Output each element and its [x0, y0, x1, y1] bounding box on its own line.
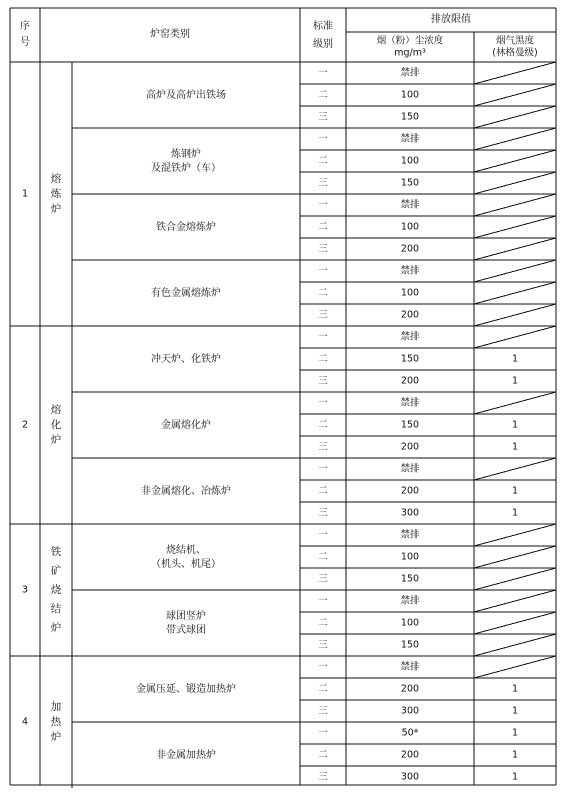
- level-cell: 三: [318, 111, 328, 123]
- level-cell: 二: [318, 617, 328, 629]
- dust-limit-cell: 150: [400, 111, 420, 123]
- furnace-name: 金属压延、锻造加热炉: [136, 684, 236, 695]
- dust-limit-cell: 禁排: [400, 397, 420, 409]
- level-cell: 一: [318, 133, 328, 145]
- dust-limit-cell: 禁排: [400, 265, 420, 277]
- furnace-name: 铁合金熔炼炉: [156, 222, 216, 233]
- level-cell: 三: [318, 375, 328, 387]
- smoke-limit-cell: 1: [511, 375, 519, 387]
- level-cell: 二: [318, 749, 328, 761]
- group-name-char: 炼: [50, 188, 62, 200]
- not-applicable-slash: [474, 172, 556, 194]
- level-cell: 二: [318, 353, 328, 365]
- smoke-limit-cell: 1: [511, 441, 519, 453]
- header-dust-line-2: mg/m³: [394, 47, 426, 59]
- not-applicable-slash: [474, 568, 556, 590]
- level-cell: 一: [318, 661, 328, 673]
- smoke-limit-cell: 1: [511, 705, 519, 717]
- group-index: 3: [21, 584, 29, 596]
- dust-limit-cell: 100: [400, 221, 420, 233]
- level-cell: 二: [318, 485, 328, 497]
- not-applicable-slash: [474, 612, 556, 634]
- furnace-name: 冲天炉、化铁炉: [151, 354, 221, 365]
- dust-limit-cell: 200: [400, 485, 420, 497]
- not-applicable-slash: [474, 392, 556, 414]
- level-cell: 一: [318, 463, 328, 475]
- dust-limit-cell: 禁排: [400, 67, 420, 79]
- furnace-name: 炼钢炉: [171, 149, 201, 160]
- header-index-char-1: 序: [20, 21, 30, 32]
- dust-limit-cell: 禁排: [400, 595, 420, 607]
- smoke-limit-cell: 1: [511, 507, 519, 519]
- level-cell: 二: [318, 155, 328, 167]
- furnace-name: 金属熔化炉: [161, 420, 211, 431]
- group-name-char: 炉: [50, 622, 62, 634]
- not-applicable-slash: [474, 590, 556, 612]
- dust-limit-cell: 禁排: [400, 199, 420, 211]
- dust-limit-cell: 300: [400, 507, 420, 519]
- dust-limit-cell: 300: [400, 705, 420, 717]
- dust-limit-cell: 200: [400, 309, 420, 321]
- dust-limit-cell: 150: [400, 573, 420, 585]
- level-cell: 二: [318, 683, 328, 695]
- level-cell: 三: [318, 177, 328, 189]
- group-index: 2: [21, 419, 29, 431]
- not-applicable-slash: [474, 150, 556, 172]
- level-cell: 三: [318, 573, 328, 585]
- group-index: 4: [21, 716, 29, 728]
- furnace-name: 非金属加热炉: [156, 750, 216, 761]
- level-cell: 一: [318, 727, 328, 739]
- header-category: 炉窑类别: [150, 29, 190, 40]
- level-cell: 二: [318, 287, 328, 299]
- group-name-char: 炉: [50, 731, 62, 743]
- group-name-char: 炉: [50, 434, 62, 446]
- dust-limit-cell: 禁排: [400, 661, 420, 673]
- level-cell: 三: [318, 771, 328, 783]
- smoke-limit-cell: 1: [511, 771, 519, 783]
- not-applicable-slash: [474, 260, 556, 282]
- header-smoke-line-2: (林格曼级): [492, 47, 538, 59]
- level-cell: 一: [318, 397, 328, 409]
- level-cell: 一: [318, 67, 328, 79]
- level-cell: 三: [318, 639, 328, 651]
- level-cell: 二: [318, 221, 328, 233]
- dust-limit-cell: 200: [400, 683, 420, 695]
- dust-limit-cell: 150: [400, 177, 420, 189]
- smoke-limit-cell: 1: [511, 485, 519, 497]
- level-cell: 三: [318, 441, 328, 453]
- dust-limit-cell: 150: [400, 639, 420, 651]
- header-level-line-2: 级别: [313, 39, 333, 50]
- level-cell: 三: [318, 309, 328, 321]
- furnace-name: 及混铁炉（车）: [151, 163, 221, 174]
- level-cell: 二: [318, 419, 328, 431]
- level-cell: 一: [318, 265, 328, 277]
- not-applicable-slash: [474, 62, 556, 84]
- dust-limit-cell: 200: [400, 749, 420, 761]
- group-name-char: 铁: [50, 546, 62, 558]
- smoke-limit-cell: 1: [511, 727, 519, 739]
- dust-limit-cell: 100: [400, 155, 420, 167]
- group-name-char: 矿: [50, 565, 62, 577]
- smoke-limit-cell: 1: [511, 683, 519, 695]
- dust-limit-cell: 300: [400, 771, 420, 783]
- furnace-name: 高炉及高炉出铁场: [146, 90, 226, 101]
- dust-limit-cell: 100: [400, 89, 420, 101]
- not-applicable-slash: [474, 216, 556, 238]
- group-name-char: 化: [50, 419, 62, 431]
- dust-limit-cell: 100: [400, 617, 420, 629]
- header-index-char-2: 号: [20, 37, 30, 48]
- dust-limit-cell: 50*: [401, 727, 419, 739]
- group-index: 1: [21, 188, 29, 200]
- furnace-name: 有色金属熔炼炉: [151, 288, 221, 299]
- level-cell: 三: [318, 243, 328, 255]
- not-applicable-slash: [474, 282, 556, 304]
- dust-limit-cell: 200: [400, 375, 420, 387]
- level-cell: 二: [318, 551, 328, 563]
- header-dust-line-1: 烟（粉）尘浓度: [376, 35, 444, 47]
- group-name-char: 烧: [50, 584, 62, 596]
- header-level-line-1: 标准: [313, 21, 333, 32]
- dust-limit-cell: 150: [400, 419, 420, 431]
- not-applicable-slash: [474, 326, 556, 348]
- dust-limit-cell: 200: [400, 441, 420, 453]
- not-applicable-slash: [474, 84, 556, 106]
- smoke-limit-cell: 1: [511, 419, 519, 431]
- furnace-name: 非金属熔化、冶炼炉: [141, 486, 231, 497]
- level-cell: 三: [318, 705, 328, 717]
- not-applicable-slash: [474, 656, 556, 678]
- header-limits-title: 排放限值: [431, 14, 471, 25]
- not-applicable-slash: [474, 458, 556, 480]
- level-cell: 一: [318, 331, 328, 343]
- not-applicable-slash: [474, 128, 556, 150]
- not-applicable-slash: [474, 106, 556, 128]
- group-name-char: 熔: [50, 404, 62, 416]
- smoke-limit-cell: 1: [511, 353, 519, 365]
- level-cell: 一: [318, 595, 328, 607]
- dust-limit-cell: 200: [400, 243, 420, 255]
- group-name-char: 热: [50, 716, 62, 728]
- level-cell: 三: [318, 507, 328, 519]
- furnace-name: 球团竖炉: [166, 611, 206, 622]
- furnace-name: （机头、机尾）: [151, 559, 221, 570]
- not-applicable-slash: [474, 194, 556, 216]
- not-applicable-slash: [474, 546, 556, 568]
- level-cell: 二: [318, 89, 328, 101]
- group-name-char: 结: [50, 603, 62, 615]
- group-name-char: 加: [50, 701, 62, 713]
- dust-limit-cell: 100: [400, 551, 420, 563]
- not-applicable-slash: [474, 524, 556, 546]
- not-applicable-slash: [474, 304, 556, 326]
- furnace-name: 带式球团: [166, 625, 206, 636]
- header-smoke-line-1: 烟气黑度: [495, 35, 535, 47]
- dust-limit-cell: 禁排: [400, 331, 420, 343]
- smoke-limit-cell: 1: [511, 749, 519, 761]
- level-cell: 一: [318, 529, 328, 541]
- dust-limit-cell: 禁排: [400, 529, 420, 541]
- dust-limit-cell: 禁排: [400, 463, 420, 475]
- not-applicable-slash: [474, 634, 556, 656]
- dust-limit-cell: 100: [400, 287, 420, 299]
- furnace-name: 烧结机、: [166, 545, 206, 556]
- group-name-char: 熔: [50, 173, 62, 185]
- group-name-char: 炉: [50, 203, 62, 215]
- level-cell: 一: [318, 199, 328, 211]
- dust-limit-cell: 150: [400, 353, 420, 365]
- dust-limit-cell: 禁排: [400, 133, 420, 145]
- not-applicable-slash: [474, 238, 556, 260]
